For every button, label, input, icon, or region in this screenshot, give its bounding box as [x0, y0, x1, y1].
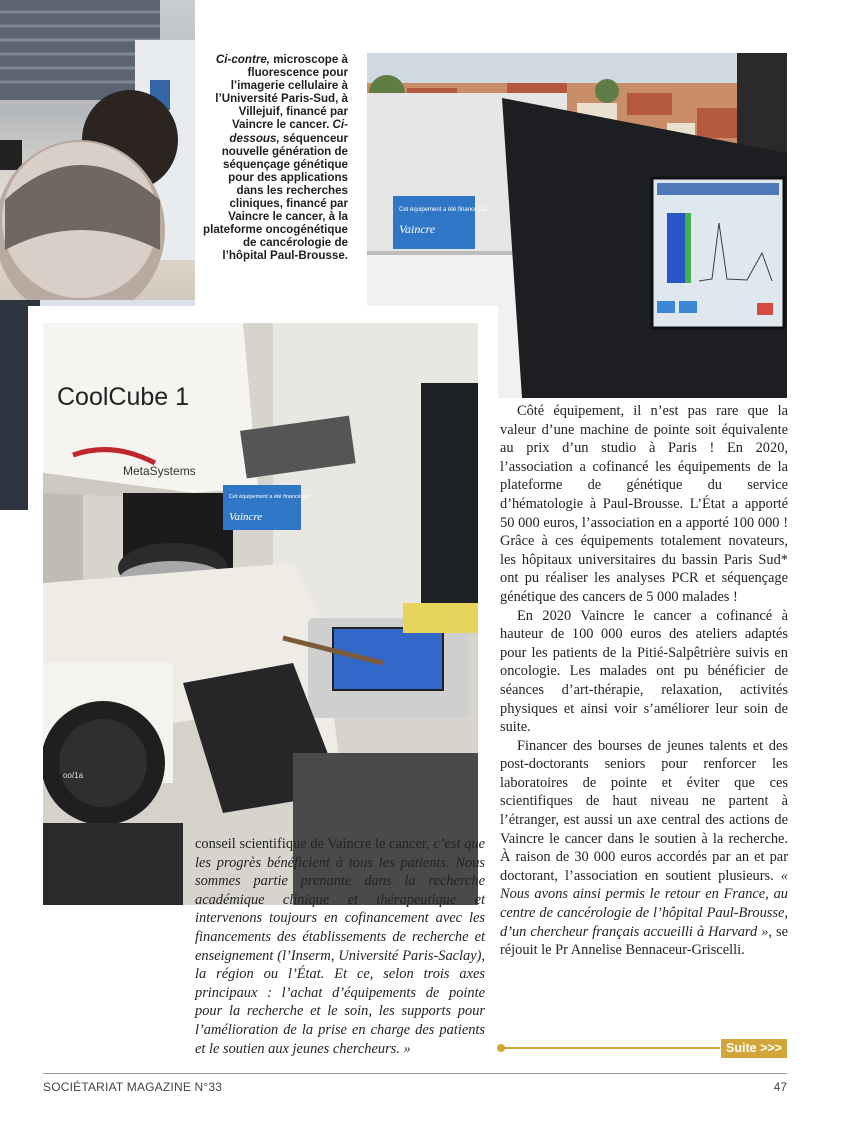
caption-left-text: microscope à fluorescence pour l’imagerie cellulaire à l’Université Paris-Sud, à Villejuif, financé par Vaincre le cancer. [215, 53, 348, 132]
photo-microscope-drawing [43, 323, 478, 905]
paragraph-equipment: Côté équipement, il n’est pas rare que la valeur d’une machine de pointe soit équivalente au prix d’un studio à Paris ! En 2020, l’association a cofinancé les équipements de la plateforme de génétique du service d’hématologie à Paul-Brousse. L’État a apporté 50 000 euros, l’association en a apporté 100 000 ! Grâce à ces équipements totalement novateurs, les hôpitaux universitaires du bassin Paris Sud* ont pu réaliser les analyses PCR et séquençage génétique des cancers de 5 000 malades ! [500, 403, 788, 605]
microscope-sticker-text: Cet équipement a été financé par [229, 494, 311, 500]
caption-below-text: séquenceur nouvelle génération de séquençage génétique pour des applications dans les recherches cliniques, financé par Vaincre le cancer, à la plateforme oncogénétique de cancérologie de l’hôpital Paul-Brousse. [203, 131, 348, 263]
photo-caption [200, 53, 348, 263]
sequencer-sticker-sign: Vaincre [399, 222, 436, 236]
quote-column [195, 835, 485, 1058]
quote-lead: conseil scientifique de Vaincre le cancer, [195, 836, 430, 852]
quote-paragraph [195, 835, 485, 1058]
paragraph-workshops: En 2020 Vaincre le cancer a cofinancé à hauteur de 100 000 euros des ateliers adaptés pour les patients de la Pitié-Salpêtrière suivis en oncologie. Les malades ont pu bénéficier de séances d’art-thérapie, relaxation, activités physiques et ainsi voir s’améliorer leur soin de suite. [500, 607, 788, 736]
footer-rule [43, 1073, 787, 1074]
paragraph-grants [500, 737, 788, 960]
caption-below-ref: Ci-dessous, [229, 118, 348, 145]
sequencer-sticker-text: Cet équipement a été financé par [399, 207, 488, 213]
continue-link[interactable]: Suite >>> [721, 1039, 787, 1058]
magazine-title: SOCIÉTARIAT MAGAZINE N°33 [43, 1080, 223, 1094]
coolcube-maker: MetaSystems [123, 464, 196, 478]
grants-attribution: , se réjouit le Pr Annelise Bennaceur-Griscelli. [500, 923, 789, 959]
coolcube-brand: CoolCube 1 [57, 383, 190, 411]
caption-left-ref: Ci-contre, [215, 53, 271, 66]
article-column [500, 402, 788, 960]
microscope-sticker-sign: Vaincre [229, 511, 263, 523]
photo-microscope [43, 323, 478, 905]
dial-label: oo/1a [63, 771, 84, 780]
microscope-sticker [223, 485, 301, 530]
quote-text: c’est que les progrès bénéficient à tous les patients. Nous sommes partie prenante dans la recherche académique clinique et thérapeutique et intervenons toujours en cofinancement avec les financements des établissements de recherche et enseignement (l’Inserm, Université Paris-Saclay), la région ou l’État. Et ce, selon trois axes principaux : l’achat d’équipements de pointe pour la recherche et le soin, les supports pour l’amélioration de la prise en charge des patients et le soutien aux jeunes chercheurs. » [195, 836, 485, 1057]
grants-quote: « Nous avons ainsi permis le retour en France, au centre de cancérologie de l’hôpital Paul-Brousse, d’un chercheur français accueilli à Harvard » [500, 867, 788, 940]
page-number: 47 [773, 1080, 787, 1094]
suite-line [500, 1047, 720, 1049]
grants-text: Financer des bourses de jeunes talents et des post-doctorants seniors pour renforcer les laboratoires de pointe et éviter que ces scientifiques de haut niveau ne partent à l’étranger, est aussi un axe central des actions de Vaincre le cancer dans le soutien à la recherche. À raison de 30 000 euros accordés par an et par doctorant, l’association en soutient plusieurs. [500, 737, 788, 884]
